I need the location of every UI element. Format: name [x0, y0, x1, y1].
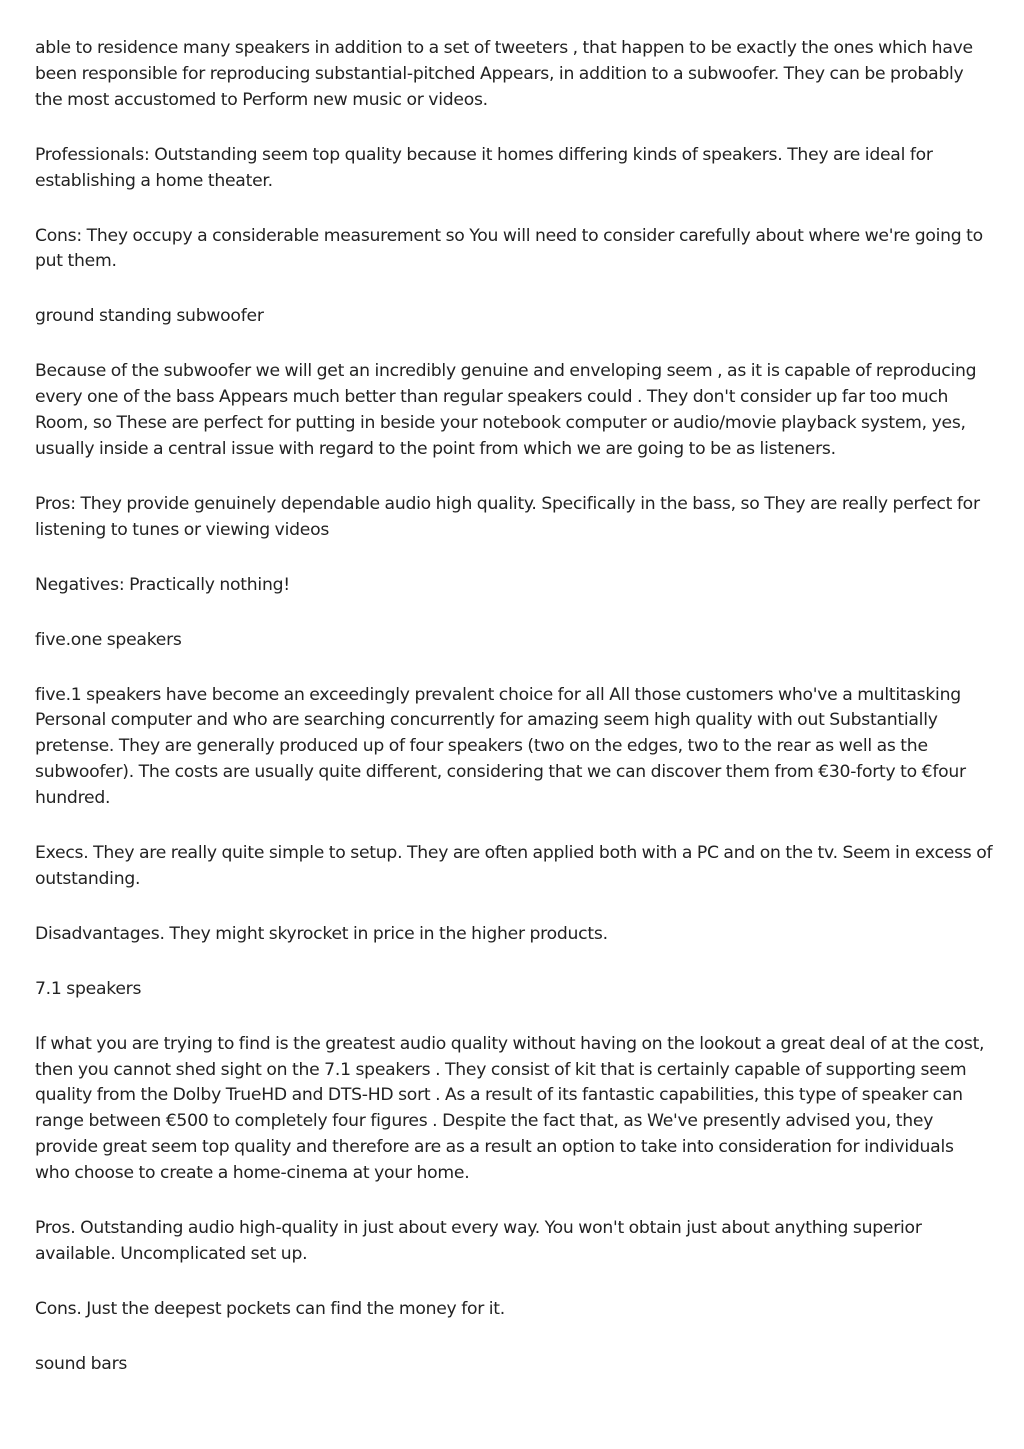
paragraph-professionals: Professionals: Outstanding seem top quality because it homes differing kinds of speakers. They are ideal for establishing a home theater. [35, 144, 933, 191]
section-heading-floor-subwoofer: ground standing subwoofer [35, 306, 264, 327]
paragraph-7-1-description: If what you are trying to find is the greatest audio quality without having on the lookout a great deal of at the cost, then you cannot shed sight on the 7.1 speakers . They consist of kit that is certainly capable of supporting seem quality from the Dolby TrueHD and DTS-HD sort . As a result of its fantastic capabilities, this type of speaker can range between €500 to completely four figures . Despite the fact that, as We've presently advised you, they provide great seem top quality and therefore are as a result an option to take into consideration for individuals who choose to create a home-cinema at your home. [35, 1033, 985, 1184]
paragraph-5-1-disadvantages: Disadvantages. They might skyrocket in price in the higher products. [35, 923, 608, 944]
paragraph-5-1-execs: Execs. They are really quite simple to setup. They are often applied both with a PC and on the tv. Seem in excess of outstanding. [35, 843, 993, 889]
section-heading-sound-bars: sound bars [35, 1353, 128, 1374]
paragraph-7-1-cons: Cons. Just the deepest pockets can find the money for it. [35, 1298, 506, 1319]
paragraph-subwoofer-pros: Pros: They provide genuinely dependable audio high quality. Specifically in the bass, so They are really perfect for listening to tunes or viewing videos [35, 493, 980, 540]
section-heading-7-1-speakers: 7.1 speakers [35, 978, 142, 999]
paragraph-cons: Cons: They occupy a considerable measurement so You will need to consider carefully about where we're going to put them. [35, 225, 983, 272]
paragraph-subwoofer-description: Because of the subwoofer we will get an incredibly genuine and enveloping seem , as it is capable of reproducing every one of the bass Appears much better than regular speakers could . They don't consider up far too much Room, so These are perfect for putting in beside your notebook computer or audio/movie playback system, yes, usually inside a central issue with regard to the point from which we are going to be as listeners. [35, 361, 977, 459]
document-body [35, 36, 993, 1407]
section-heading-5-1-speakers: five.one speakers [35, 629, 182, 650]
paragraph-subwoofer-negatives: Negatives: Practically nothing! [35, 574, 290, 595]
paragraph-5-1-description: five.1 speakers have become an exceedingly prevalent choice for all All those customers who've a multitasking Personal computer and who are searching concurrently for amazing seem high quality with out Substantially pretense. They are generally produced up of four speakers (two on the edges, two to the rear as well as the subwoofer). The costs are usually quite different, considering that we can discover them from €30-forty to €four hundred. [35, 684, 966, 809]
paragraph-7-1-pros: Pros. Outstanding audio high-quality in just about every way. You won't obtain just about anything superior available. Uncomplicated set up. [35, 1218, 922, 1264]
paragraph-intro: able to residence many speakers in addition to a set of tweeters , that happen to be exactly the ones which have been responsible for reproducing substantial-pitched Appears, in addition to a subwoofer. They can be probably the most accustomed to Perform new music or videos. [35, 38, 973, 110]
